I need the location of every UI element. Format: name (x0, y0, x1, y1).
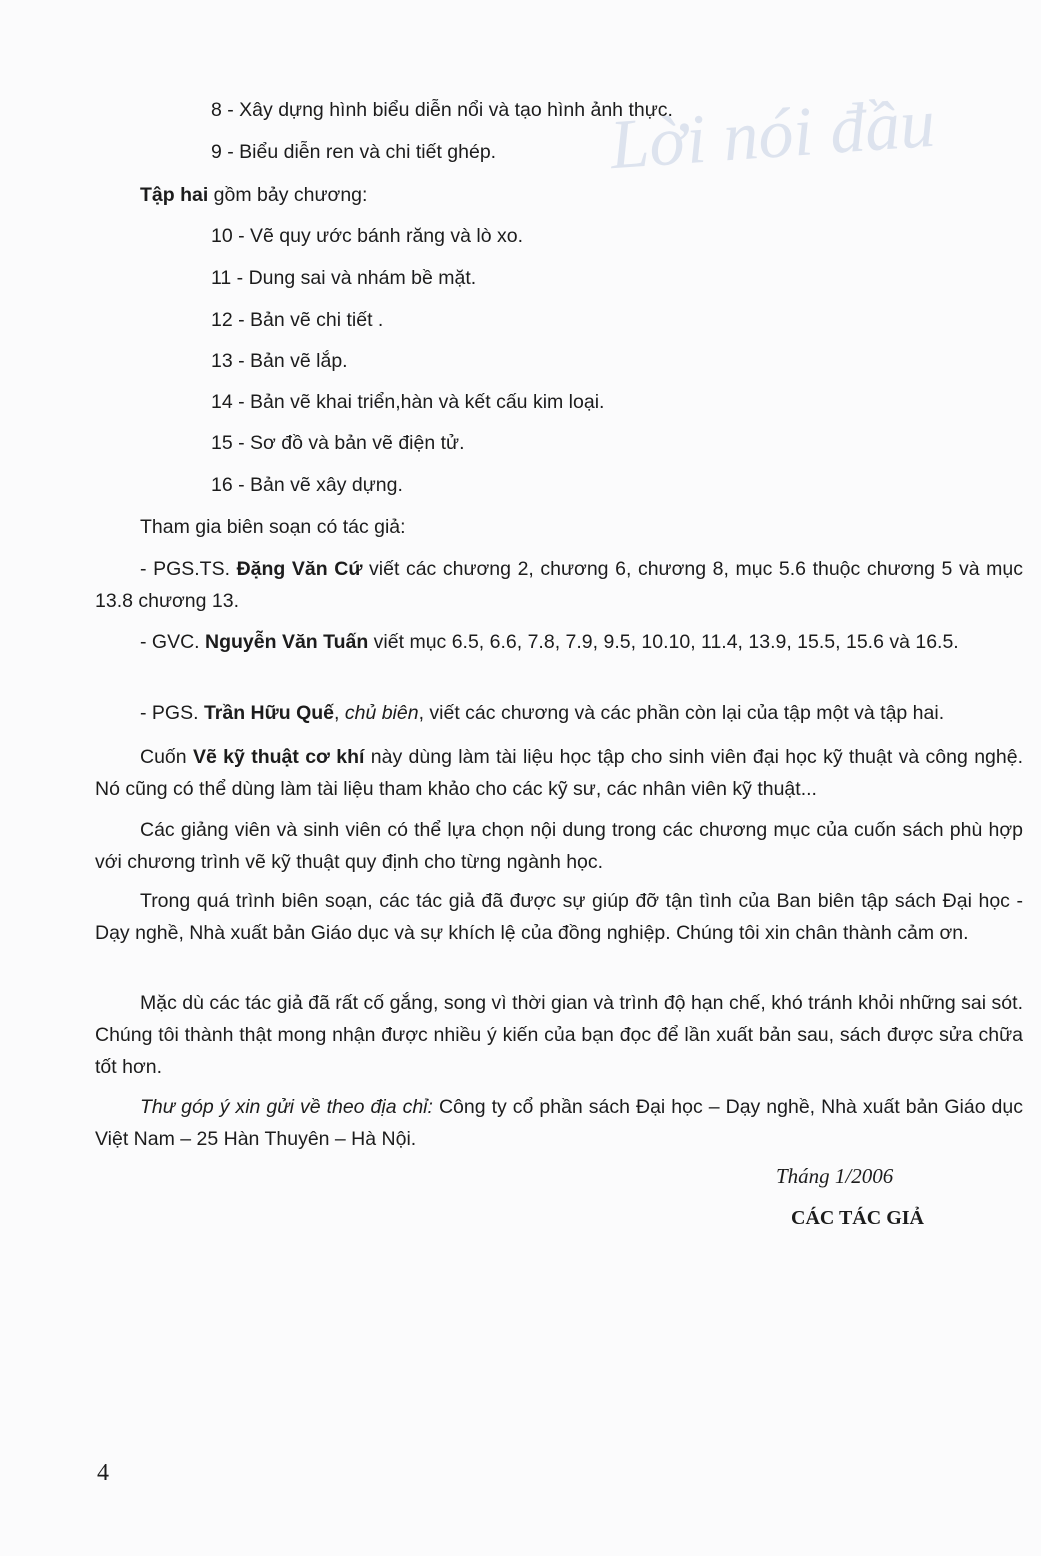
volume-two-heading (140, 183, 367, 207)
purpose-paragraph (95, 741, 1023, 805)
toc-item-9: 9 - Biểu diễn ren và chi tiết ghép. (211, 141, 497, 163)
usage-paragraph: Các giảng viên và sinh viên có thể lựa chọn nội dung trong các chương mục của cuốn sách phù hợp với chương trình vẽ kỹ thuật quy định cho từng ngành học. (95, 819, 1023, 873)
author-1-contribution: viết các chương 2, chương 6, chương 8, mục 5.6 thuộc chương 5 và mục 13.8 chương 13. (95, 558, 1023, 612)
authors-intro: Tham gia biên soạn có tác giả: (140, 516, 406, 538)
feedback-address: Công ty cổ phần sách Đại học – Dạy nghề, Nhà xuất bản Giáo dục Việt Nam – 25 Hàn Thuyên – Hà Nội. (95, 1096, 1023, 1150)
author-3-title: - PGS. (140, 702, 204, 724)
author-3-separator: , (334, 702, 345, 724)
purpose-lead: Cuốn (140, 746, 193, 768)
author-3-name: Trần Hữu Quế (203, 702, 334, 724)
toc-item-14: 14 - Bản vẽ khai triển,hàn và kết cấu kim loại. (211, 391, 605, 413)
author-3-contribution: , viết các chương và các phần còn lại của tập một và tập hai. (418, 702, 945, 724)
author-2-contribution: viết mục 6.5, 6.6, 7.8, 7.9, 9.5, 10.10, 11.4, 13.9, 15.5, 15.6 và 16.5. (368, 631, 959, 653)
toc-item-13: 13 - Bản vẽ lắp. (211, 350, 348, 372)
feedback-paragraph (95, 1091, 1023, 1155)
signature-date: Tháng 1/2006 (776, 1164, 894, 1188)
purpose-text: này dùng làm tài liệu học tập cho sinh viên đại học kỹ thuật và công nghệ. Nó cũng có thể dùng làm tài liệu tham khảo cho các kỹ sư, các nhân viên kỹ thuật... (95, 746, 1023, 800)
toc-item-15: 15 - Sơ đồ và bản vẽ điện tử. (211, 432, 465, 454)
toc-item-11: 11 - Dung sai và nhám bề mặt. (211, 267, 477, 289)
author-3-role: chủ biên (344, 702, 419, 724)
toc-item-10: 10 - Vẽ quy ước bánh răng và lò xo. (211, 225, 524, 247)
page-number: 4 (97, 1460, 109, 1486)
thanks-paragraph: Trong quá trình biên soạn, các tác giả đã được sự giúp đỡ tận tình của Ban biên tập sách Đại học - Dạy nghề, Nhà xuất bản Giáo dục và sự khích lệ của đồng nghiệp. Chúng tôi xin chân thành cảm ơn. (95, 890, 1023, 944)
bleed-through-heading-watermark: Lời nói đầu (607, 84, 938, 185)
book-title: Vẽ kỹ thuật cơ khí (192, 746, 365, 768)
apology-paragraph: Mặc dù các tác giả đã rất cố gắng, song vì thời gian và trình độ hạn chế, khó tránh khỏi những sai sót. Chúng tôi thành thật mong nhận được nhiều ý kiến của bạn đọc để lần xuất bản sau, sách được sửa chữa tốt hơn. (95, 992, 1023, 1078)
toc-item-12: 12 - Bản vẽ chi tiết . (211, 309, 384, 331)
author-entry-1 (95, 553, 1023, 617)
volume-two-text: gồm bảy chương: (208, 184, 368, 206)
signature-authors: CÁC TÁC GIẢ (791, 1207, 924, 1229)
toc-item-8: 8 - Xây dựng hình biểu diễn nổi và tạo hình ảnh thực. (211, 99, 673, 121)
volume-two-label: Tập hai (140, 184, 209, 206)
toc-item-16: 16 - Bản vẽ xây dựng. (211, 474, 403, 496)
author-2-title: - GVC. (140, 631, 206, 653)
author-2-name: Nguyễn Văn Tuấn (205, 631, 369, 653)
author-entry-3 (140, 701, 944, 725)
author-1-title: - PGS.TS. (140, 558, 237, 580)
author-1-name: Đặng Văn Cứ (236, 558, 363, 580)
author-entry-2 (95, 626, 1023, 658)
feedback-lead: Thư góp ý xin gửi về theo địa chỉ: (140, 1096, 433, 1118)
